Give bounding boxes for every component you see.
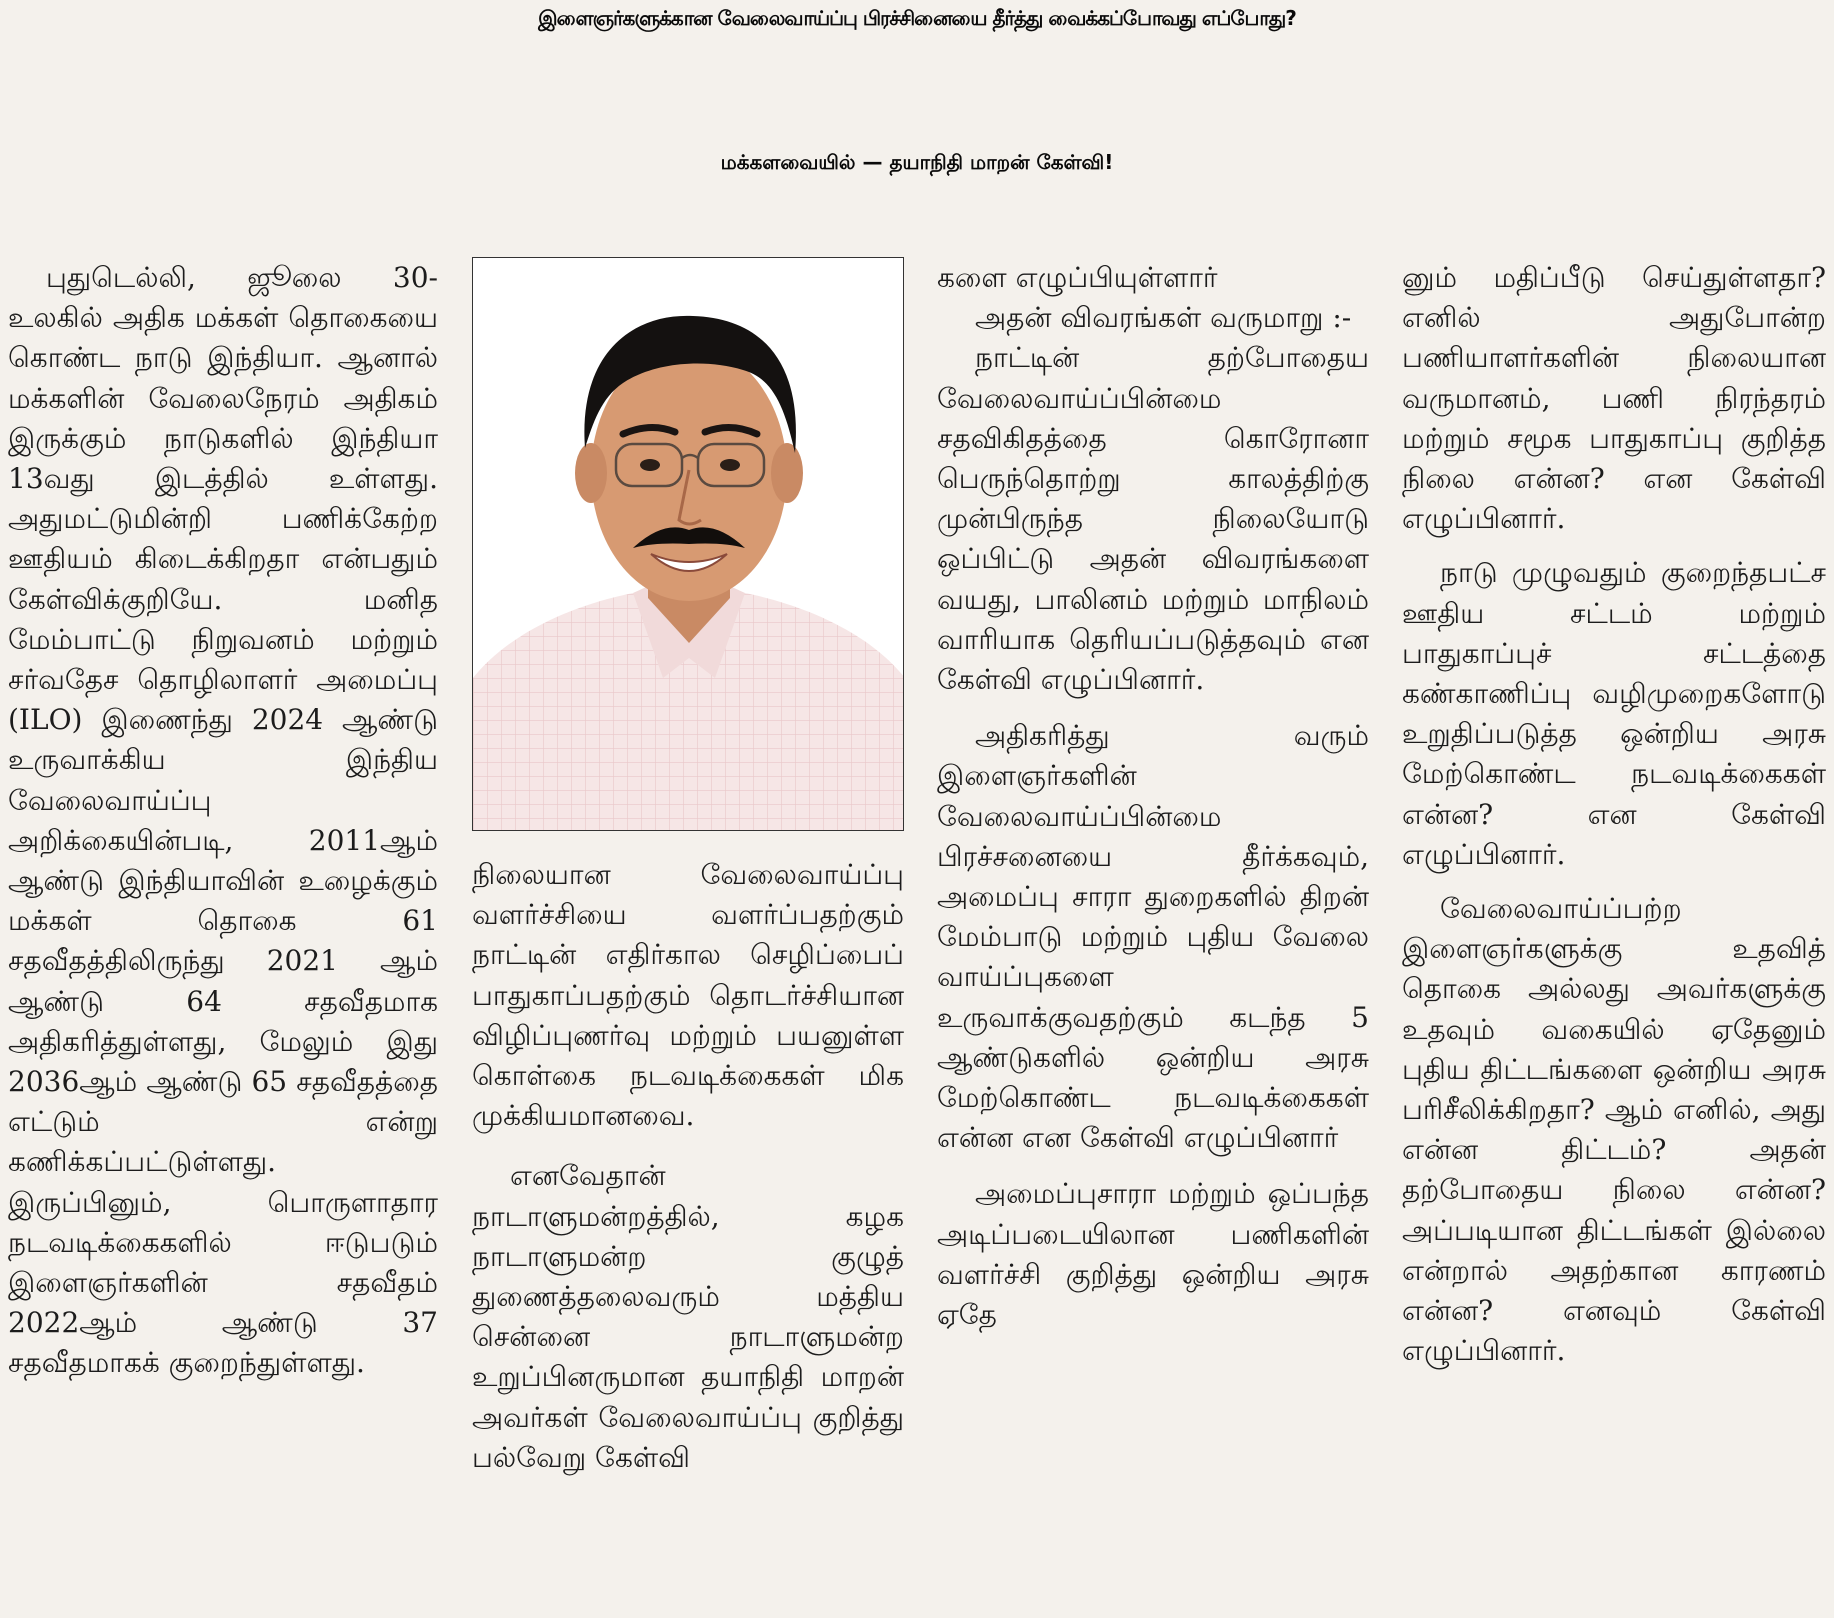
paragraph: நாட்டின் தற்போதைய வேலைவாய்ப்பின்மை சதவிகிதத்தை கொரோனா பெருந்தொற்று காலத்திற்கு முன்பிருந்த நிலையோடு ஒப்பிட்டு அதன் விவரங்களை வயது, பாலினம் மற்றும் மாநிலம் வாரியாக தெரியப்படுத்தவும் என கேள்வி எழுப்பினார்.: [937, 341, 1369, 697]
paragraph: அமைப்புசாரா மற்றும் ஒப்பந்த அடிப்படையிலான பணிகளின் வளர்ச்சி குறித்து ஒன்றிய அரசு ஏதே: [937, 1177, 1369, 1332]
paragraph: நிலையான வேலைவாய்ப்பு வளர்ச்சியை வளர்ப்பதற்கும் நாட்டின் எதிர்கால செழிப்பைப் பாதுகாப்பதற்கும் தொடர்ச்சியான விழிப்புணர்வு மற்றும் பயனுள்ள கொள்கை நடவடிக்கைகள் மிக முக்கியமானவை.: [472, 858, 904, 1133]
portrait-photo-icon: [473, 258, 904, 831]
headline-main: இளைஞர்களுக்கான வேலைவாய்ப்பு பிரச்சினையை தீர்த்து வைக்கப்போவது எப்போது?: [538, 6, 1296, 30]
headline-sub: மக்களவையில் — தயாநிதி மாறன் கேள்வி!: [720, 150, 1114, 174]
article-column-3: [937, 258, 1369, 1335]
photo-frame: [472, 257, 904, 831]
article-column-1: [8, 258, 438, 1384]
paragraph: னும் மதிப்பீடு செய்துள்ளதா? எனில் அதுபோன்ற பணியாளர்களின் நிலையான வருமானம், பணி நிரந்தரம் மற்றும் சமூக பாதுகாப்பு குறித்த நிலை என்ன? என கேள்வி எழுப்பினார்.: [1402, 261, 1826, 536]
paragraph: புதுடெல்லி, ஜூலை 30- உலகில் அதிக மக்கள் தொகையை கொண்ட நாடு இந்தியா. ஆனால் மக்களின் வேலைநேரம் அதிகம் இருக்கும் நாடுகளில் இந்தியா 13வது இடத்தில் உள்ளது. அதுமட்டுமின்றி பணிக்கேற்ற ஊதியம் கிடைக்கிறதா என்பதும் கேள்விக்குறியே. மனித மேம்பாட்டு நிறுவனம் மற்றும் சர்வதேச தொழிலாளர் அமைப்பு (ILO) இணைந்து 2024 ஆண்டு உருவாக்கிய இந்திய வேலைவாய்ப்பு அறிக்கையின்படி, 2011ஆம் ஆண்டு இந்தியாவின் உழைக்கும் மக்கள் தொகை 61 சதவீதத்திலிருந்து 2021 ஆம் ஆண்டு 64 சதவீதமாக அதிகரித்துள்ளது, மேலும் இது 2036ஆம் ஆண்டு 65 சதவீதத்தை எட்டும் என்று கணிக்கப்பட்டுள்ளது. இருப்பினும், பொருளாதார நடவடிக்கைகளில் ஈடுபடும் இளைஞர்களின் சதவீதம் 2022ஆம் ஆண்டு 37 சதவீதமாகக் குறைந்துள்ளது.: [8, 261, 438, 1380]
paragraph: நாடு முழுவதும் குறைந்தபட்ச ஊதிய சட்டம் மற்றும் பாதுகாப்புச் சட்டத்தை கண்காணிப்பு வழிமுறைகளோடு உறுதிப்படுத்த ஒன்றிய அரசு மேற்கொண்ட நடவடிக்கைகள் என்ன? என கேள்வி எழுப்பினார்.: [1402, 556, 1826, 871]
paragraph: வேலைவாய்ப்பற்ற இளைஞர்களுக்கு உதவித் தொகை அல்லது அவர்களுக்கு உதவும் வகையில் ஏதேனும் புதிய திட்டங்களை ஒன்றிய அரசு பரிசீலிக்கிறதா? ஆம் எனில், அது என்ன திட்டம்? அதன் தற்போதைய நிலை என்ன? அப்படியான திட்டங்கள் இல்லை என்றால் அதற்கான காரணம் என்ன? எனவும் கேள்வி எழுப்பினார்.: [1402, 892, 1826, 1368]
article-column-2: [472, 855, 904, 1478]
paragraph: எனவேதான் நாடாளுமன்றத்தில், கழக நாடாளுமன்ற குழுத் துணைத்தலைவரும் மத்திய சென்னை நாடாளுமன்ற உறுப்பினருமான தயாநிதி மாறன் அவர்கள் வேலைவாய்ப்பு குறித்து பல்வேறு கேள்வி: [472, 1159, 904, 1474]
article-column-4: [1402, 258, 1826, 1371]
paragraph: அதன் விவரங்கள் வருமாறு :-: [975, 301, 1352, 335]
paragraph: களை எழுப்பியுள்ளார்: [937, 261, 1218, 294]
paragraph: அதிகரித்து வரும் இளைஞர்களின் வேலைவாய்ப்பின்மை பிரச்சனையை தீர்க்கவும், அமைப்பு சாரா துறைகளில் திறன் மேம்பாடு மற்றும் புதிய வேலை வாய்ப்புகளை உருவாக்குவதற்கும் கடந்த 5 ஆண்டுகளில் ஒன்றிய அரசு மேற்கொண்ட நடவடிக்கைகள் என்ன என கேள்வி எழுப்பினார்: [937, 719, 1369, 1155]
